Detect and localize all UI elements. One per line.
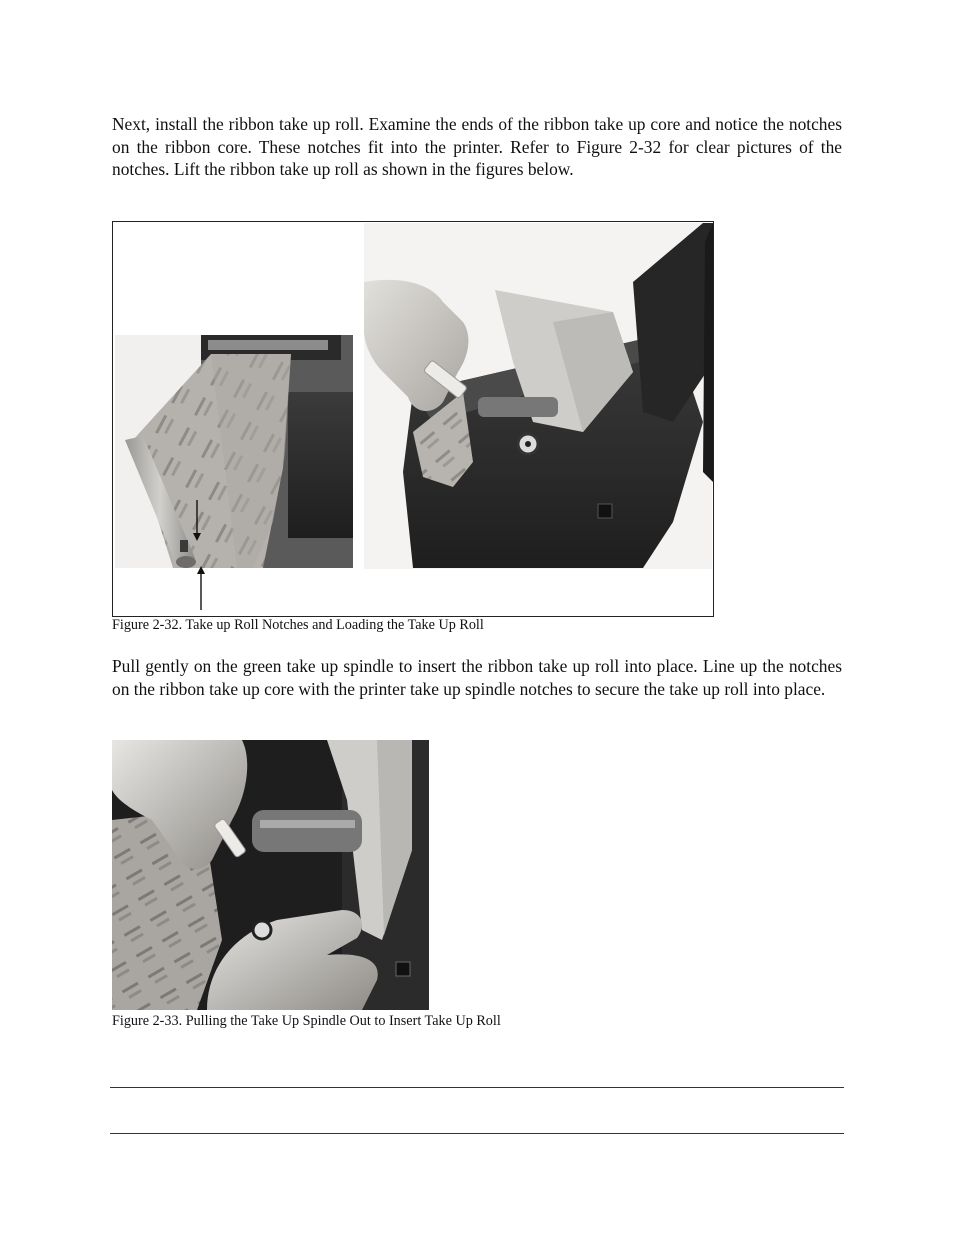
right-photo-loading-take-up-roll [364, 223, 713, 569]
footer-divider-top [110, 1087, 844, 1088]
left-photo-take-up-roll-notches [115, 335, 353, 610]
figure-2-33 [112, 740, 429, 1010]
footer-divider-bottom [110, 1133, 844, 1134]
figure-2-33-photo [112, 740, 429, 1010]
paragraph-insert-take-up-roll: Pull gently on the green take up spindle to insert the ribbon take up roll into place. Line up the notches on the ribbon take up core with the printer take up spindle notches to secure the take up roll into place. [112, 656, 842, 699]
paragraph-install-take-up-roll: Next, install the ribbon take up roll. Examine the ends of the ribbon take up core and notice the notches on the ribbon core. These notches fit into the printer. Refer to Figure 2-32 for clear pictures of the notches. Lift the ribbon take up roll as shown in the figures below. [112, 114, 842, 180]
figure-2-32-photos [113, 222, 713, 616]
figure-2-32-caption: Figure 2-32. Take up Roll Notches and Loading the Take Up Roll [112, 617, 484, 633]
figure-2-32 [112, 221, 714, 617]
figure-2-33-caption: Figure 2-33. Pulling the Take Up Spindle Out to Insert Take Up Roll [112, 1013, 501, 1029]
